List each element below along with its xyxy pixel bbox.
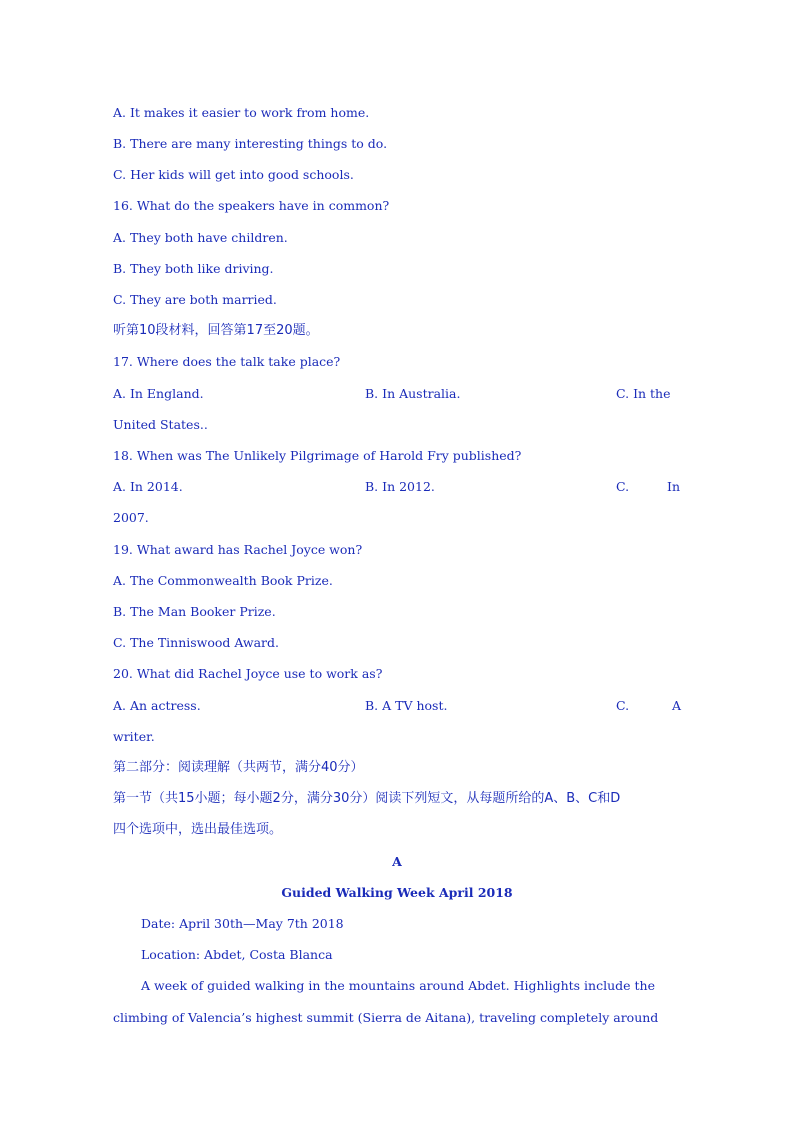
- q19-option-b: B. The Man Booker Prize.: [113, 604, 276, 619]
- q18-option-c-continued: 2007.: [113, 510, 149, 525]
- q20-option-b: B. A TV host.: [365, 698, 448, 713]
- q18-option-c-letter: C.: [616, 479, 630, 494]
- q16-option-a: A. They both have children.: [113, 230, 288, 245]
- passage-location: Location: Abdet, Costa Blanca: [141, 947, 333, 962]
- q18-option-c-word: In: [667, 479, 680, 494]
- q16-question: 16. What do the speakers have in common?: [113, 198, 390, 213]
- passage-date: Date: April 30th—May 7th 2018: [141, 916, 344, 931]
- q19-option-a: A. The Commonwealth Book Prize.: [113, 573, 333, 588]
- q17-question: 17. Where does the talk take place?: [113, 354, 341, 369]
- part2-section1-instruction-cont: 四个选项中，选出最佳选项。: [113, 822, 283, 837]
- passage-body-line-2: climbing of Valencia’s highest summit (Sierra de Aitana), traveling completely around: [113, 1010, 659, 1025]
- part2-title: 第二部分：阅读理解（共两节，满分40分）: [113, 760, 364, 775]
- q15-option-a: A. It makes it easier to work from home.: [113, 105, 370, 120]
- q19-option-c: C. The Tinniswood Award.: [113, 635, 279, 650]
- q18-option-b: B. In 2012.: [365, 479, 435, 494]
- q16-option-b: B. They both like driving.: [113, 261, 274, 276]
- passage-body-line-1: A week of guided walking in the mountains around Abdet. Highlights include the: [141, 978, 655, 993]
- q20-question: 20. What did Rachel Joyce use to work as?: [113, 666, 383, 681]
- q20-option-a: A. An actress.: [113, 698, 201, 713]
- q16-option-c: C. They are both married.: [113, 292, 277, 307]
- q20-option-c-word: A: [672, 698, 682, 713]
- part2-section1-instruction: 第一节（共15小题；每小题2分，满分30分）阅读下列短文，从每题所给的A、B、C和D: [113, 791, 621, 806]
- q17-option-c-continued: United States..: [113, 417, 208, 432]
- q19-question: 19. What award has Rachel Joyce won?: [113, 542, 363, 557]
- q15-option-c: C. Her kids will get into good schools.: [113, 167, 354, 182]
- q18-question: 18. When was The Unlikely Pilgrimage of Harold Fry published?: [113, 448, 522, 463]
- q20-option-c-continued: writer.: [113, 729, 155, 744]
- passage-label: A: [392, 854, 402, 869]
- section10-instruction: 听第10段材料，回答第17至20题。: [113, 323, 319, 338]
- q18-option-a: A. In 2014.: [113, 479, 183, 494]
- q17-option-c: C. In the: [616, 386, 671, 401]
- q20-option-c-letter: C.: [616, 698, 630, 713]
- q17-option-a: A. In England.: [113, 386, 204, 401]
- q17-option-b: B. In Australia.: [365, 386, 461, 401]
- passage-title: Guided Walking Week April 2018: [281, 885, 513, 900]
- q15-option-b: B. There are many interesting things to do.: [113, 136, 388, 151]
